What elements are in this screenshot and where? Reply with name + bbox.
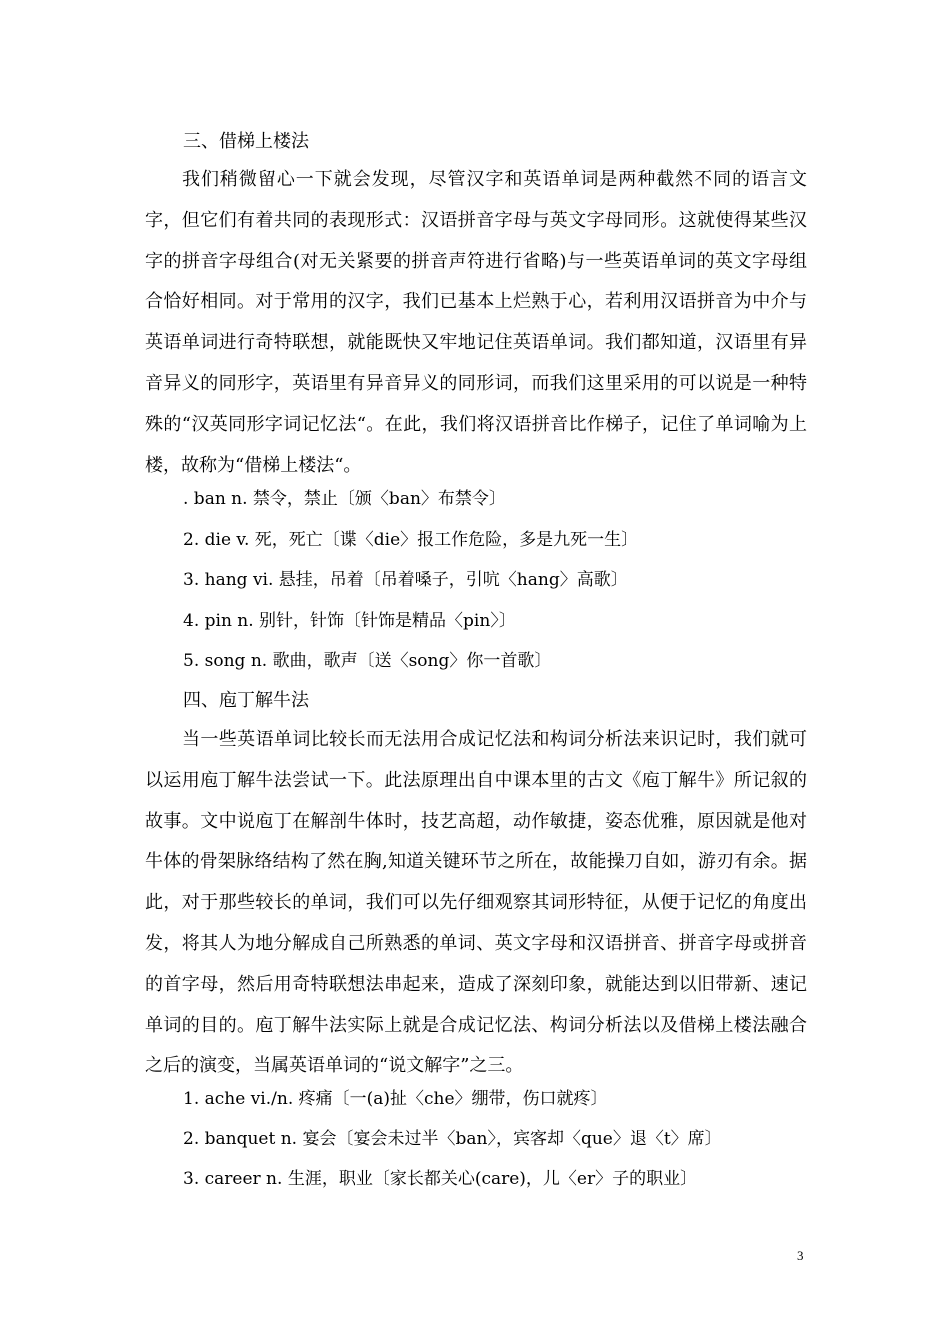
list-item: 4. pin n. 别针，针饰〔针饰是精品〈pin〉〕 [183,611,516,631]
section-3-heading: 三、借梯上楼法 [183,131,309,152]
section-4-heading: 四、庖丁解牛法 [183,690,309,711]
section-4-paragraph: 当一些英语单词比较长而无法用合成记忆法和构词分析法来识记时，我们就可以运用庖丁解牛法尝试一下。此法原理出自中课本里的古文《庖丁解牛》所记叙的故事。文中说庖丁在解剖牛体时，技艺高超，动作敏捷，姿态优雅，原因就是他对牛体的骨架脉络结构了然在胸,知道关键环节之所在，故能操刀自如，游刃有余。据此，对于那些较长的单词，我们可以先仔细观察其词形特征，从便于记忆的角度出发，将其人为地分解成自己所熟悉的单词、英文字母和汉语拼音、拼音字母或拼音的首字母，然后用奇特联想法串起来，造成了深刻印象，就能达到以旧带新、速记单词的目的。庖丁解牛法实际上就是合成记忆法、构词分析法以及借梯上楼法融合之后的演变，当属英语单词的“说文解字”之三。 [145,729,807,1077]
section-3-paragraph: 我们稍微留心一下就会发现，尽管汉字和英语单词是两种截然不同的语言文字，但它们有着共同的表现形式：汉语拼音字母与英文字母同形。这就使得某些汉字的拼音字母组合(对无关紧要的拼音声符进行省略)与一些英语单词的英文字母组合恰好相同。对于常用的汉字，我们已基本上烂熟于心，若利用汉语拼音为中介与英语单词进行奇特联想，就能既快又牢地记住英语单词。我们都知道，汉语里有异音异义的同形字，英语里有异音异义的同形词，而我们这里采用的可以说是一种特殊的“汉英同形字词记忆法“。在此，我们将汉语拼音比作梯子，记住了单词喻为上楼，故称为“借梯上楼法“。 [145,169,807,476]
page-number: 3 [797,1248,804,1263]
list-item: 2. die v. 死，死亡〔谍〈die〉报工作危险，多是九死一生〕 [183,530,639,550]
list-item: . ban n. 禁令，禁止〔颁〈ban〉布禁令〕 [183,489,506,509]
list-item: 2. banquet n. 宴会〔宴会未过半〈ban〉，宾客却〈que〉退〈t〉席〕 [183,1129,722,1149]
list-item: 5. song n. 歌曲，歌声〔送〈song〉你一首歌〕 [183,651,552,671]
list-item: 3. career n. 生涯，职业〔家长都关心(care)，儿〈er〉子的职业〕 [183,1169,698,1189]
list-item: 1. ache vi./n. 疼痛〔一(a)扯〈che〉绷带，伤口就疼〕 [183,1089,608,1109]
list-item: 3. hang vi. 悬挂，吊着〔吊着嗓子，引吭〈hang〉高歌〕 [183,570,628,590]
